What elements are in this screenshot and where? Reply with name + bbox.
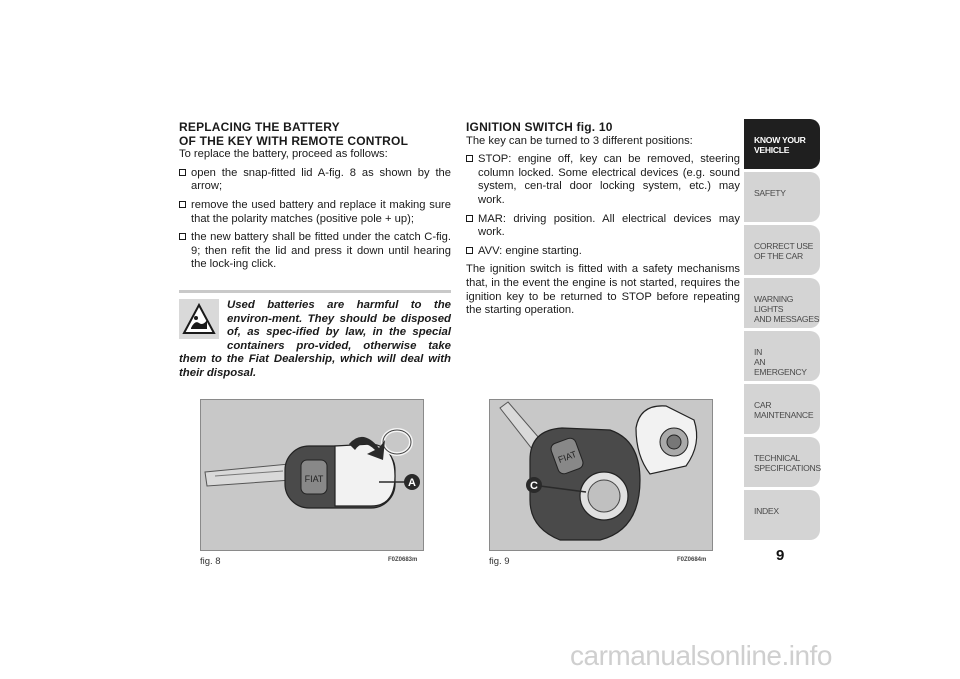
tab-maintenance[interactable]: CAR MAINTENANCE <box>744 384 820 434</box>
section-heading-ignition: IGNITION SWITCH fig. 10 <box>466 120 613 134</box>
tab-warning-lights[interactable]: WARNING LIGHTS AND MESSAGES <box>744 278 820 328</box>
ignition-position-mar: MAR: driving position. All electrical devices may work. <box>466 213 740 240</box>
battery-intro: To replace the battery, proceed as follows: <box>179 148 388 161</box>
watermark: carmanualsonline.info <box>570 640 832 671</box>
section-heading-battery: REPLACING THE BATTERY OF THE KEY WITH REMOTE CONTROL <box>179 120 409 148</box>
figure-9-battery-catch <box>489 399 713 551</box>
tab-know-your-vehicle[interactable]: KNOW YOUR VEHICLE <box>744 119 820 169</box>
checkbox-bullet-icon <box>466 155 473 162</box>
environment-warning: Used batteries are harmful to the environ-ment. They should be disposed of, as spec-ified by law, in the special containers pro-vided, otherwise take them to the Fiat Dealership, which will deal with their disposal. <box>179 290 451 381</box>
figure-8-code: F0Z0683m <box>388 557 418 563</box>
callout-c: C <box>530 480 538 492</box>
tab-index[interactable]: INDEX <box>744 490 820 540</box>
battery-step-1: open the snap-fitted lid A-fig. 8 as shown by the arrow; <box>179 167 451 194</box>
figure-8-caption: fig. 8 <box>200 556 221 567</box>
chapter-sidebar <box>744 119 820 543</box>
page-number: 9 <box>776 547 785 564</box>
tab-technical-specifications[interactable]: TECHNICAL SPECIFICATIONS <box>744 437 820 487</box>
tab-correct-use[interactable]: CORRECT USE OF THE CAR <box>744 225 820 275</box>
environment-warning-icon <box>179 299 219 339</box>
checkbox-bullet-icon <box>466 215 473 222</box>
ignition-intro: The key can be turned to 3 different positions: <box>466 134 693 147</box>
ignition-position-avv: AVV: engine starting. <box>466 245 740 259</box>
figure-8-key-lid <box>200 399 424 551</box>
key-open-illustration-icon <box>490 400 712 550</box>
right-column <box>466 121 740 323</box>
key-illustration-icon <box>201 400 423 550</box>
battery-step-2: remove the used battery and replace it making sure that the polarity matches (positive pole + up); <box>179 199 451 226</box>
tab-emergency[interactable]: IN AN EMERGENCY <box>744 331 820 381</box>
callout-a: A <box>408 477 416 489</box>
battery-step-3: the new battery shall be fitted under the catch C-fig. 9; then refit the lid and press it down until hearing the lock-ing click. <box>179 231 451 272</box>
ignition-safety-note: The ignition switch is fitted with a safety mechanisms that, in the event the engine is not started, requires the ignition key to be returned to STOP before repeating the starting operation. <box>466 263 740 317</box>
figure-9-caption: fig. 9 <box>489 556 510 567</box>
checkbox-bullet-icon <box>179 169 186 176</box>
svg-text:FIAT: FIAT <box>304 474 324 484</box>
checkbox-bullet-icon <box>179 201 186 208</box>
figure-9-code: F0Z0684m <box>677 557 707 563</box>
ignition-position-stop: STOP: engine off, key can be removed, steering column locked. Some electrical devices (e.g. sound system, cen-tral door locking system, etc.) may work. <box>466 153 740 207</box>
left-column <box>179 121 451 277</box>
tab-safety[interactable]: SAFETY <box>744 172 820 222</box>
checkbox-bullet-icon <box>466 247 473 254</box>
svg-text:FIAT: FIAT <box>556 449 578 465</box>
checkbox-bullet-icon <box>179 233 186 240</box>
